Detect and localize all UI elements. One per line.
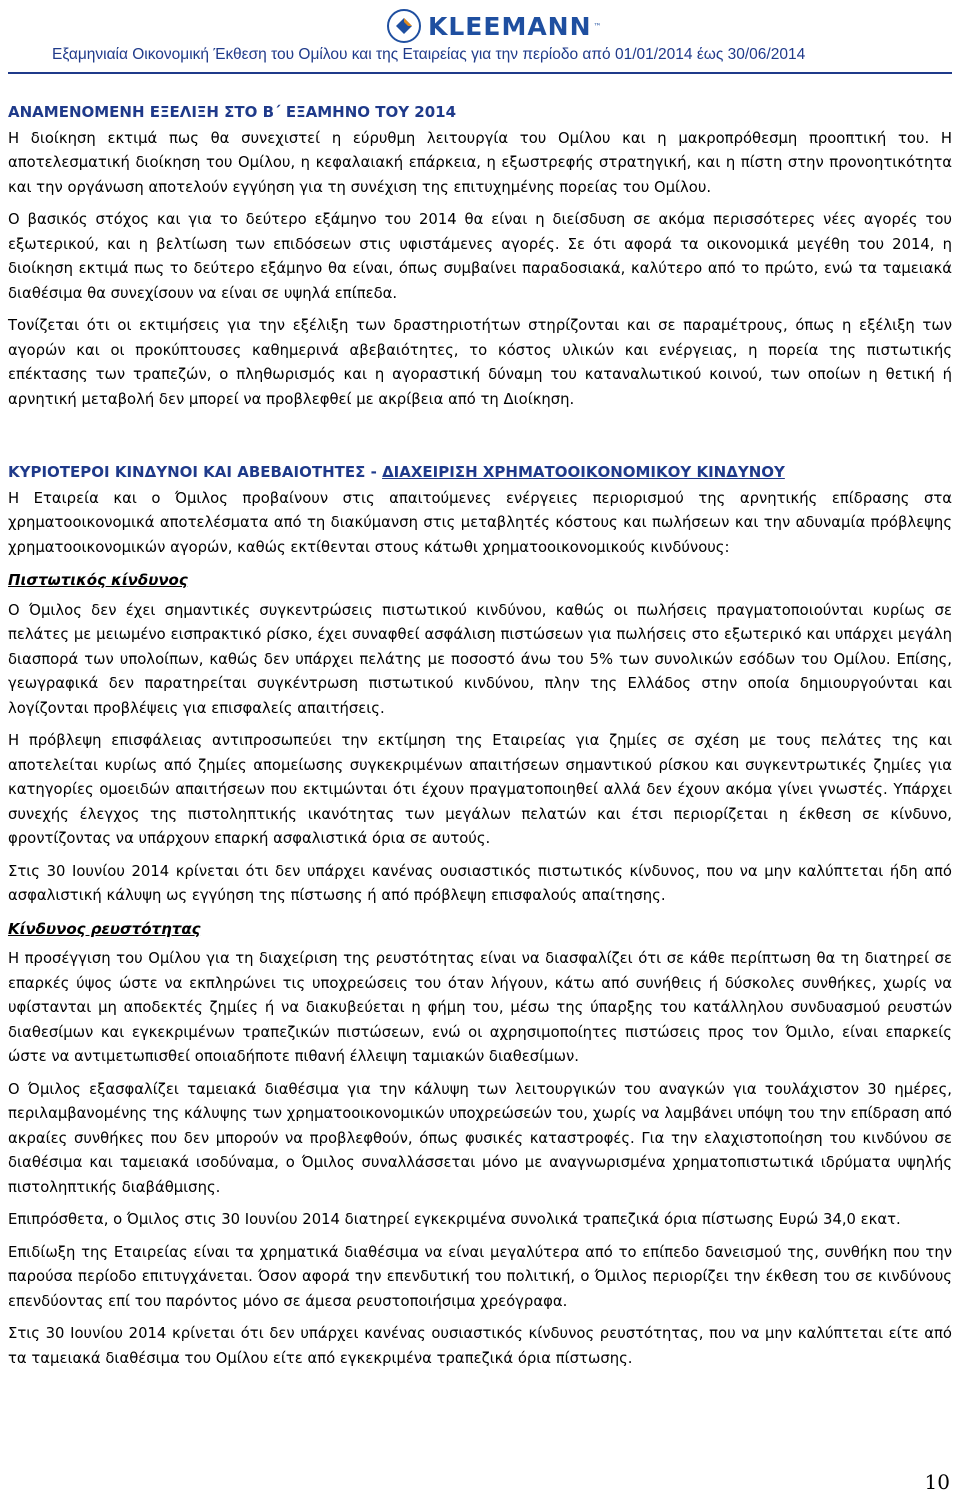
logo-text: KLEEMANN bbox=[428, 11, 592, 41]
paragraph: Ο βασικός στόχος και για το δεύτερο εξάμηνο του 2014 θα είναι η διείσδυση σε ακόμα περισσότερες νέες αγορές του εξωτερικού, και η βελτίωση των επιδόσεων στις υφιστάμενες αγορές. Σε ότι αφορά τα οικονομικά μεγέθη του 2014, η διοίκηση εκτιμά πως το δεύτερο εξάμηνο θα είναι, όπως συμβαίνει παραδοσιακά, καλύτερο από το πρώτο, ενώ τα ταμειακά διαθέσιμα θα συνεχίσουν να είναι σε υψηλά επίπεδα. bbox=[8, 211, 952, 302]
paragraph: Επιδίωξη της Εταιρείας είναι τα χρηματικά διαθέσιμα να είναι μεγαλύτερα από το επίπεδο δανεισμού της, συνθήκη που την παρούσα περίοδο επιτυγχάνεται. Όσον αφορά την επενδυτική του πολιτική, ο Όμιλος περιορίζει την έκθεση του σε κινδύνους επενδύοντας επί του παρόντος μόνο σε άμεσα ρευστοποιήσιμα χρεόγραφα. bbox=[8, 1243, 952, 1310]
page-header bbox=[0, 0, 960, 82]
page-number: 10 bbox=[924, 1470, 950, 1494]
header-divider bbox=[8, 72, 952, 74]
kleemann-logo-icon bbox=[384, 9, 424, 43]
paragraph: Η προσέγγιση του Ομίλου για τη διαχείριση της ρευστότητας είναι να διασφαλίζει ότι σε κάθε περίπτωση θα τη διατηρεί σε επαρκές ύψος ώστε να εκπληρώνει τις υποχρεώσεις του όταν λήγουν, κάτω από συνήθεις ή δύσκολες συνθήκες, χωρίς να υφίστανται μη αποδεκτές ζημίες ή να διακυβεύεται η φήμη του, μέσω της ύπαρξης του κατάλληλου συνδυασμού ρευστών διαθεσίμων και εγκεκριμένων τραπεζικών πιστώσεων, ενώ οι αχρησιμοποίητες πιστώσεις προς τον Όμιλο, είναι επαρκείς ώστε να αντιμετωπισθεί οποιαδήποτε πιθανή έλλειψη ταμιακών διαθεσίμων. bbox=[8, 950, 952, 1065]
kleemann-logo bbox=[384, 8, 602, 44]
section-title-outlook: ΑΝΑΜΕΝΟΜΕΝΗ ΕΞΕΛΙΞΗ ΣΤΟ Β΄ ΕΞΑΜΗΝΟ ΤΟΥ 2014 bbox=[8, 103, 457, 121]
subsection-title-liquidity-risk: Κίνδυνος ρευστότητας bbox=[8, 919, 201, 938]
paragraph: Επιπρόσθετα, ο Όμιλος στις 30 Ιουνίου 2014 διατηρεί εγκεκριμένα συνολικά τραπεζικά όρια πίστωσης Ευρώ 34,0 εκατ. bbox=[8, 1211, 901, 1228]
paragraph: Ο Όμιλος εξασφαλίζει ταμειακά διαθέσιμα για την κάλυψη των λειτουργικών του αναγκών για τουλάχιστον 30 ημέρες, περιλαμβανομένης της κάλυψης των χρηματοοικονομικών υποχρεώσεών του, χωρίς να λαμβάνει υπόψη του την επίδραση από ακραίες συνθήκες που δεν μπορούν να προβλεφθούν, όπως φυσικές καταστροφές. Για την ελαχιστοποίηση του κινδύνου σε διαθέσιμα και ταμειακά ισοδύναμα, ο Όμιλος συναλλάσσεται μόνο με αναγνωρισμένα χρηματοπιστωτικά ιδρύματα υψηλής πιστοληπτικής διαβάθμισης. bbox=[8, 1080, 952, 1196]
paragraph: Η πρόβλεψη επισφάλειας αντιπροσωπεύει την εκτίμηση της Εταιρείας για ζημίες σε σχέση με τους πελάτες της και αποτελείται κυρίως από ζημίες απομείωσης συγκεκριμένων απαιτήσεων σημαντικού ρίσκου και συγκεντρωτικές ζημίες για κατηγορίες ομοειδών απαιτήσεων που εκτιμώνται ότι έχουν πραγματοποιηθεί αλλά δεν έχουν ακόμα γίνει γνωστές. Υπάρχει συνεχής έλεγχος της πιστοληπτικής ικανότητας των μεγάλων πελατών και έτσι περιορίζεται η έκθεση σε κίνδυνο, φροντίζοντας να υπάρχουν επαρκή ασφαλιστικά όρια σε αυτούς. bbox=[8, 732, 952, 847]
paragraph: Η διοίκηση εκτιμά πως θα συνεχιστεί η εύρυθμη λειτουργία του Ομίλου και η μακροπρόθεσμη προοπτική του. Η αποτελεσματική διοίκηση του Ομίλου, η κεφαλαιακή επάρκεια, η εξωστρεφής στρατηγική, και η πίστη στην προνοητικότητα και την οργάνωση αποτελούν εγγύηση για τη συνέχιση της επιτυχημένης πορείας του Ομίλου. bbox=[8, 129, 952, 196]
document-subtitle: Εξαμηνιαία Οικονομική Έκθεση του Ομίλου και της Εταιρείας για την περίοδο από 01/01/2014 έως 30/06/2014 bbox=[52, 46, 806, 63]
spacer bbox=[8, 420, 952, 460]
logo-trademark: ™ bbox=[593, 21, 602, 31]
paragraph: Στις 30 Ιουνίου 2014 κρίνεται ότι δεν υπάρχει κανένας ουσιαστικός πιστωτικός κίνδυνος, που να μην καλύπτεται ήδη από ασφαλιστική κάλυψη ως εγγύηση της πίστωσης ή από πρόβλεψη επισφαλούς απαίτησης. bbox=[8, 862, 952, 904]
paragraph: Ο Όμιλος δεν έχει σημαντικές συγκεντρώσεις πιστωτικού κινδύνου, καθώς οι πωλήσεις πραγματοποιούνται κυρίως σε πελάτες με μειωμένο εισπρακτικό ρίσκο, έχει συναφθεί ασφάλιση πιστώσεων για πωλήσεις στο εξωτερικό και υπάρχει μεγάλη διασπορά των υπολοίπων, καθώς δεν υπάρχει πελάτης με ποσοστό άνω του 5% των συνολικών εσόδων του Ομίλου. Επίσης, γεωγραφικά δεν παρατηρείται συγκέντρωση πιστωτικού κινδύνου, πλην της Ελλάδος στην οποία δημιουργούνται και λογίζονται προβλέψεις για επισφαλείς απαιτήσεις. bbox=[8, 601, 952, 717]
paragraph: Στις 30 Ιουνίου 2014 κρίνεται ότι δεν υπάρχει κανένας ουσιαστικός κίνδυνος ρευστότητας, που να μην καλύπτεται είτε από τα ταμειακά διαθέσιμα του Ομίλου είτε από εγκεκριμένα τραπεζικά όρια πίστωσης. bbox=[8, 1325, 952, 1367]
paragraph: Η Εταιρεία και ο Όμιλος προβαίνουν στις απαιτούμενες ενέργειες περιορισμού της αρνητικής επίδρασης στα χρηματοοικονομικά αποτελέσματα από τη διακύμανση στις μεταβλητές κόστους και πωλήσεων και την αδυναμία πρόβλεψης χρηματοοικονομικών αγορών, καθώς εκτίθενται στους κάτωθι χρηματοοικονομικούς κινδύνους: bbox=[8, 489, 952, 556]
subsection-title-credit-risk: Πιστωτικός κίνδυνος bbox=[8, 571, 188, 589]
section-title-part2: ΔΙΑΧΕΙΡΙΣΗ ΧΡΗΜΑΤΟΟΙΚΟΝΟΜΙΚΟΥ ΚΙΝΔΥΝΟΥ bbox=[382, 463, 785, 481]
section-title-risks bbox=[8, 460, 952, 485]
paragraph: Τονίζεται ότι οι εκτιμήσεις για την εξέλιξη των δραστηριοτήτων στηρίζονται και σε παραμέτρους, όπως η εξέλιξη των αγορών και οι προκύπτουσες καθημερινά αβεβαιότητες, το κόστος υλικών και ενέργειας, η πορεία της πιστωτικής επέκτασης των τραπεζών, ο πληθωρισμός και η αγοραστική δύναμη του καταναλωτικού κοινού, των οποίων η θετική ή αρνητική μεταβολή δεν μπορεί να προβλεφθεί με ακρίβεια από τη Διοίκηση. bbox=[8, 317, 952, 408]
section-title-part1: ΚΥΡΙΟΤΕΡΟΙ ΚΙΝΔΥΝΟΙ ΚΑΙ ΑΒΕΒΑΙΟΤΗΤΕΣ - bbox=[8, 463, 383, 481]
document-body bbox=[8, 100, 952, 1379]
